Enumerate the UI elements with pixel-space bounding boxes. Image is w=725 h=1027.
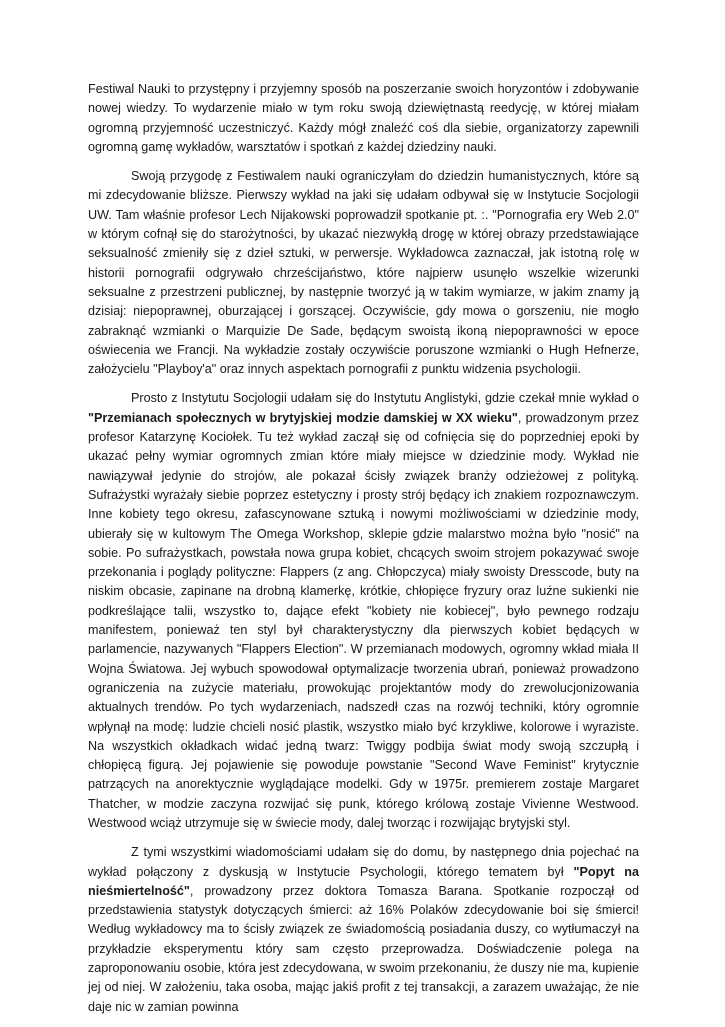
paragraph-psychology-text-before: Z tymi wszystkimi wiadomościami udałam się do domu, by następnego dnia pojechać na wykład połączony z dyskusją w Instytucie Psychologii, którego tematem był [88,845,639,879]
paragraph-psychology-text-after: , prowadzony przez doktora Tomasza Barana. Spotkanie rozpoczął od przedstawienia statystyk dotyczących śmierci: aż 16% Polaków zdecydowanie boi się śmierci! Według wykładowcy ma to ścisły związek ze świadomością posiadania duszy, co wytłumaczył na przykładzie eksperymentu który sam często przeprowadza. Doświadczenie polega na zaproponowaniu osobie, która jest zdecydowana, w swoim przekonaniu, że duszy nie ma, kupienie jej od niej. W założeniu, taka osoba, mając jakiś profit z tej transakcji, a zarazem uważając, że nie daje nic w zamian powinna [88,883,639,1014]
psychology-lecture-title: "Popyt na nieśmiertelność" [88,864,639,898]
fashion-lecture-title: "Przemianach społecznych w brytyjskiej modzie damskiej w XX wieku" [88,410,518,425]
paragraph-psychology-lecture [88,843,639,1017]
paragraph-sociology-lecture: Swoją przygodę z Festiwalem nauki ograniczyłam do dziedzin humanistycznych, które są mi zdecydowanie bliższe. Pierwszy wykład na jaki się udałam odbywał się w Instytucie Socjologii UW. Tam właśnie profesor Lech Nijakowski poprowadził spotkanie pt. :. "Pornografia ery Web 2.0" w którym cofnął się do starożytności, by ukazać niezwykłą drogę w której obrazy przedstawiające seksualność zmieniły się z dzieł sztuki, w perwersje. Wykładowca zaznaczał, jak istotną rolę w historii pornografii odgrywało chrześcijaństwo, które najpierw usunęło wszelkie wizerunki seksualne z przestrzeni publicznej, by następnie tworzyć ją w takim wymiarze, w jakim znamy ją dzisiaj: niepoprawnej, oburzającej i gorszącej. Oczywiście, gdy mowa o gorszeniu, nie mogło zabraknąć wzmianki o Marquizie De Sade, będącym swoistą ikoną niepoprawności w epoce oświecenia we Francji. Na wykładzie zostały oczywiście poruszone wzmianki o Hugh Hefnerze, założycielu "Playboy'a" oraz innych aspektach pornografii z punktu widzenia psychologii. [88,169,639,377]
document-page [88,80,639,1027]
paragraph-intro: Festiwal Nauki to przystępny i przyjemny sposób na poszerzanie swoich horyzontów i zdobywanie nowej wiedzy. To wydarzenie miało w tym roku swoją dziewiętnastą reedycję, w której miałam ogromną przyjemność uczestniczyć. Każdy mógł znaleźć coś dla siebie, organizatorzy zapewnili ogromną gamę wykładów, warsztatów i spotkań z każdej dziedziny nauki. [88,82,639,154]
paragraph-fashion-text-after: , prowadzonym przez profesor Katarzynę Kociołek. Tu też wykład zaczął się od cofnięcia się do poprzedniej epoki by ukazać pełny wymiar ogromnych zmian które miały miejsce w dziedzinie mody. Wykład nie nawiązywał jedynie do strojów, ale pokazał ścisły związek branży odzieżowej z polityką. Sufrażystki wyrażały siebie poprzez estetyczny i prosty strój będący ich znakiem rozpoznawczym. Inne kobiety tego okresu, zafascynowane sztuką i nowymi możliwościami w dziedzinie mody, ubierały się w kultowym The Omega Workshop, sklepie gdzie malarstwo można było "nosić" na sobie. Po sufrażystkach, powstała nowa grupa kobiet, chcących swoim strojem pokazywać swoje przekonania i poglądy polityczne: Flappers (z ang. Chłopczyca) miały swoisty Dresscode, buty na niskim obcasie, zapinane na drobną klamerkę, krótkie, chłopięce fryzury oraz luźne sukienki nie podkreślające talii, wszystko to, dające efekt "kobiety nie kobiecej", było pewnego rodzaju manifestem, ponieważ ten styl był charakterystyczny dla pierwszych kobiet będących w parlamencie, nazywanych "Flappers Election". W przemianach modowych, ogromny wkład miała II Wojna Światowa. Jej wybuch spowodował optymalizacje tworzenia ubrań, ponieważ prowadzono ograniczenia na zużycie materiału, prowokując projektantów mody do zrewolucjonizowania aktualnych trendów. Po tych wydarzeniach, nadszedł czas na rozwój techniki, który ogromnie wpłynął na modę: ludzie chcieli nosić plastik, wszystko miało być krzykliwe, kolorowe i wyraziste. Na wszystkich okładkach widać jedną twarz: Twiggy podbija świat mody swoją szczupłą i chłopięcą figurą. Jej pojawienie się powoduje powstanie "Second Wave Feminist" krytycznie patrzących na anorektycznie wyglądające modelki. Gdy w 1975r. premierem zostaje Margaret Thatcher, w modzie zaczyna rozwijać się punk, którego królową zostaje Vivienne Westwood. Westwood wciąż utrzymuje się w świecie mody, dalej tworząc i rozwijając brytyjski styl. [88,410,639,830]
paragraph-fashion-text-before: Prosto z Instytutu Socjologii udałam się do Instytutu Anglistyki, gdzie czekał mnie wykład o [131,391,639,406]
paragraph-fashion-lecture [88,389,639,833]
